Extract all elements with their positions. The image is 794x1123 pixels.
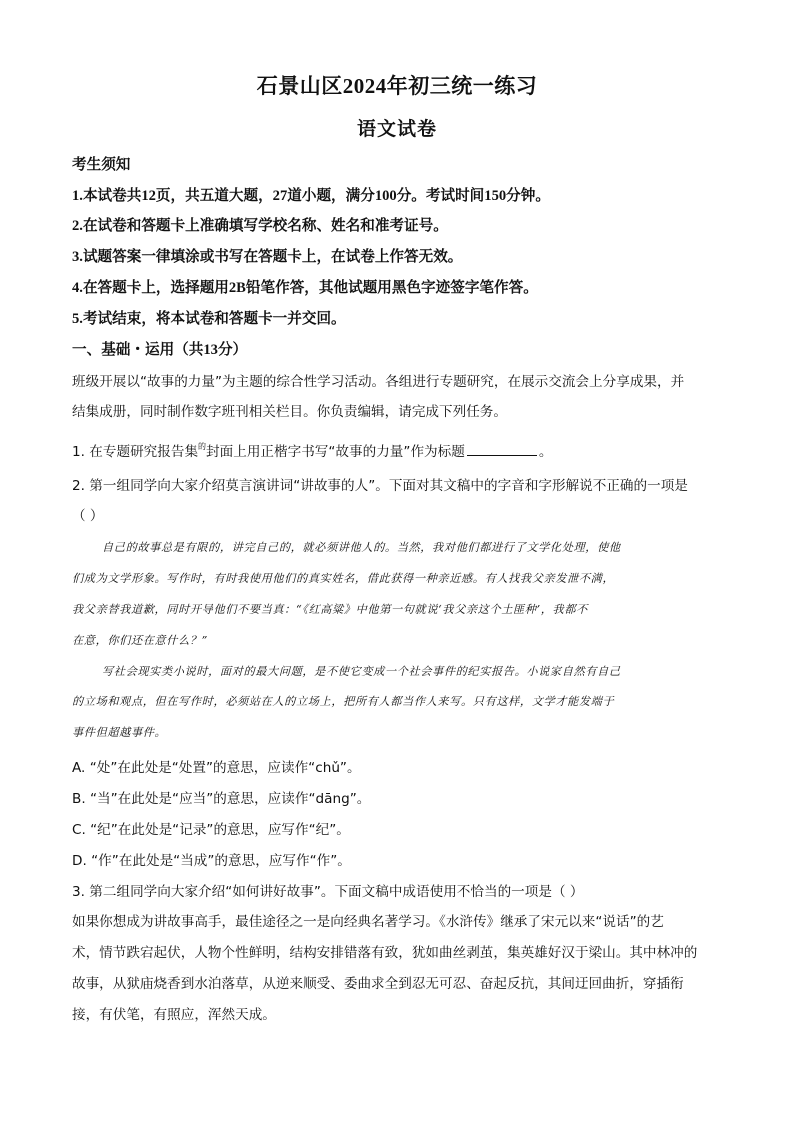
exam-title: 石景山区2024年初三统一练习 <box>256 74 538 98</box>
option-d: D. “作”在此处是“当成”的意思，应写作“作”。 <box>72 853 351 869</box>
notice-item: 5.考试结束，将本试卷和答题卡一并交回。 <box>72 311 346 327</box>
notice-item: 2.在试卷和答题卡上准确填写学校名称、姓名和准考证号。 <box>72 218 448 234</box>
passage-line: 事件但超越事件。 <box>72 726 167 739</box>
section-intro-line: 结集成册，同时制作数字班刊相关栏目。你负责编辑，请完成下列任务。 <box>72 404 507 420</box>
section-heading: 一、基础・运用（共13分） <box>72 342 248 358</box>
section-intro-line: 班级开展以“故事的力量”为主题的综合性学习活动。各组进行专题研究，在展示交流会上分享成果，并 <box>72 374 685 390</box>
option-b: B. “当”在此处是“应当”的意思，应读作“dāng”。 <box>72 791 371 807</box>
q1-end: 。 <box>538 444 553 460</box>
passage-line: 们成为文学形象。写作时，有时我使用他们的真实姓名，借此获得一种亲近感。有人找我父亲发泄不满， <box>72 572 615 585</box>
notice-item: 3.试题答案一律填涂或书写在答题卡上，在试卷上作答无效。 <box>72 249 463 265</box>
q3-passage-line: 接，有伏笔，有照应，浑然天成。 <box>72 1007 276 1023</box>
notice-heading: 考生须知 <box>72 157 131 173</box>
notice-item: 4.在答题卡上，选择题用2B铅笔作答，其他试题用黑色字迹签字笔作答。 <box>72 280 538 296</box>
exam-subtitle: 语文试卷 <box>356 119 437 140</box>
q1-superscript: 的 <box>198 442 207 451</box>
passage-line: 自己的故事总是有限的，讲完自己的，就必须讲他人的。当然，我对他们都进行了文学化处理，使他 <box>102 541 621 554</box>
option-a: A. “处”在此处是“处置”的意思，应读作“chǔ”。 <box>72 760 361 776</box>
q3-passage-line: 如果你想成为讲故事高手，最佳途径之一是向经典名著学习。《水浒传》继承了宋元以来“说话”的艺 <box>72 914 664 930</box>
passage-line: 在意，你们还在意什么？” <box>72 634 208 647</box>
answer-blank <box>467 443 537 456</box>
passage-line: 的立场和观点，但在写作时，必须站在人的立场上，把所有人都当作人来写。只有这样，文学才能发端于 <box>72 695 615 708</box>
q3-passage-line: 故事，从狱庙烧香到水泊落草，从逆来顺受、委曲求全到忍无可忍、奋起反抗，其间迂回曲折，穿插衔 <box>72 976 684 992</box>
question-3-stem: 3. 第二组同学向大家介绍“如何讲好故事”。下面文稿中成语使用不恰当的一项是（ ） <box>72 884 584 900</box>
notice-item: 1.本试卷共12页，共五道大题，27道小题，满分100分。考试时间150分钟。 <box>72 188 550 204</box>
q3-passage-line: 术，情节跌宕起伏，人物个性鲜明，结构安排错落有致，犹如曲丝剥茧，集英雄好汉于梁山。其中林冲的 <box>72 945 698 961</box>
question-2-bracket: （ ） <box>72 508 104 524</box>
passage-line: 写社会现实类小说时，面对的最大问题，是不使它变成一个社会事件的纪实报告。小说家自然有自己 <box>102 665 621 678</box>
q1-text-before: 1. 在专题研究报告集 <box>72 444 199 460</box>
option-c: C. “纪”在此处是“记录”的意思，应写作“纪”。 <box>72 822 350 838</box>
passage-line: 我父亲替我道歉，同时开导他们不要当真：“《红高粱》中他第一句就说‘我父亲这个土匪种’，我都不 <box>72 603 588 616</box>
question-1 <box>72 440 722 460</box>
q1-text-after: 封面上用正楷字书写“故事的力量”作为标题 <box>206 444 465 460</box>
question-2-stem: 2. 第一组同学向大家介绍莫言演讲词“讲故事的人”。下面对其文稿中的字音和字形解说不正确的一项是 <box>72 478 688 494</box>
